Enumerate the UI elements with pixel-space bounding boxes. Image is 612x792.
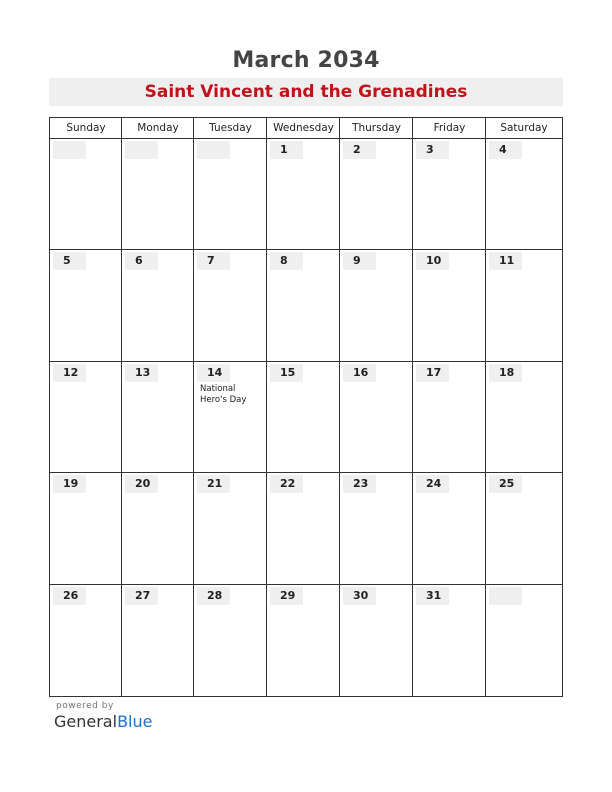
day-cell[interactable] — [340, 139, 412, 249]
day-cell[interactable] — [194, 585, 266, 695]
day-cell[interactable] — [267, 139, 339, 249]
day-cell[interactable] — [267, 473, 339, 584]
day-number: 29 — [270, 587, 303, 605]
day-cell[interactable] — [413, 250, 485, 361]
day-cell[interactable] — [340, 362, 412, 472]
day-cell[interactable] — [50, 362, 121, 472]
day-number: 30 — [343, 587, 376, 605]
day-number: 7 — [197, 252, 230, 270]
day-number: 28 — [197, 587, 230, 605]
day-cell[interactable] — [194, 139, 266, 249]
holiday-event: National Hero's Day — [200, 384, 247, 405]
weekday-monday: Monday — [137, 122, 179, 134]
day-number: 24 — [416, 475, 449, 493]
empty-day-number — [53, 141, 86, 159]
day-cell[interactable] — [267, 362, 339, 472]
day-cell[interactable] — [486, 585, 561, 695]
day-number: 8 — [270, 252, 303, 270]
month-title: March 2034 — [232, 48, 380, 73]
day-number: 27 — [125, 587, 158, 605]
day-number: 1 — [270, 141, 303, 159]
day-cell[interactable] — [122, 473, 193, 584]
day-number: 17 — [416, 364, 449, 382]
day-number: 18 — [489, 364, 522, 382]
day-cell[interactable] — [413, 139, 485, 249]
day-number: 9 — [343, 252, 376, 270]
day-cell[interactable] — [413, 585, 485, 695]
day-cell[interactable] — [267, 585, 339, 695]
day-cell[interactable] — [50, 250, 121, 361]
empty-day-number — [489, 587, 522, 605]
day-cell[interactable] — [340, 250, 412, 361]
day-number: 25 — [489, 475, 522, 493]
powered-by-label: powered by — [56, 701, 114, 711]
day-number: 10 — [416, 252, 449, 270]
day-number: 6 — [125, 252, 158, 270]
country-title: Saint Vincent and the Grenadines — [49, 78, 563, 106]
day-number: 4 — [489, 141, 522, 159]
weekday-saturday: Saturday — [500, 122, 548, 134]
day-cell[interactable] — [486, 139, 561, 249]
weekday-tuesday: Tuesday — [209, 122, 252, 134]
day-cell[interactable] — [194, 362, 266, 472]
day-cell[interactable] — [122, 250, 193, 361]
day-cell[interactable] — [122, 362, 193, 472]
day-number: 13 — [125, 364, 158, 382]
day-number: 5 — [53, 252, 86, 270]
weekday-wednesday: Wednesday — [273, 122, 334, 134]
brand-blue-text: Blue — [117, 712, 153, 731]
day-cell[interactable] — [413, 362, 485, 472]
day-number: 20 — [125, 475, 158, 493]
day-number: 22 — [270, 475, 303, 493]
day-number: 14 — [197, 364, 230, 382]
day-number: 2 — [343, 141, 376, 159]
weekday-friday: Friday — [433, 122, 466, 134]
day-cell[interactable] — [486, 473, 561, 584]
day-number: 12 — [53, 364, 86, 382]
empty-day-number — [125, 141, 158, 159]
day-number: 3 — [416, 141, 449, 159]
day-number: 31 — [416, 587, 449, 605]
day-number: 16 — [343, 364, 376, 382]
day-number: 15 — [270, 364, 303, 382]
day-cell[interactable] — [50, 473, 121, 584]
day-cell[interactable] — [50, 585, 121, 695]
weekday-thursday: Thursday — [352, 122, 401, 134]
day-cell[interactable] — [340, 585, 412, 695]
day-cell[interactable] — [194, 473, 266, 584]
generalblue-logo[interactable] — [54, 712, 152, 731]
day-cell[interactable] — [340, 473, 412, 584]
day-cell[interactable] — [486, 250, 561, 361]
day-cell[interactable] — [486, 362, 561, 472]
day-cell[interactable] — [267, 250, 339, 361]
day-cell[interactable] — [122, 585, 193, 695]
calendar-grid — [49, 117, 563, 697]
day-cell[interactable] — [194, 250, 266, 361]
day-number: 23 — [343, 475, 376, 493]
day-number: 11 — [489, 252, 522, 270]
weekday-sunday: Sunday — [66, 122, 106, 134]
day-cell[interactable] — [122, 139, 193, 249]
day-number: 21 — [197, 475, 230, 493]
day-number: 19 — [53, 475, 86, 493]
day-cell[interactable] — [413, 473, 485, 584]
day-cell[interactable] — [50, 139, 121, 249]
empty-day-number — [197, 141, 230, 159]
brand-general-text: General — [54, 712, 118, 731]
day-number: 26 — [53, 587, 86, 605]
